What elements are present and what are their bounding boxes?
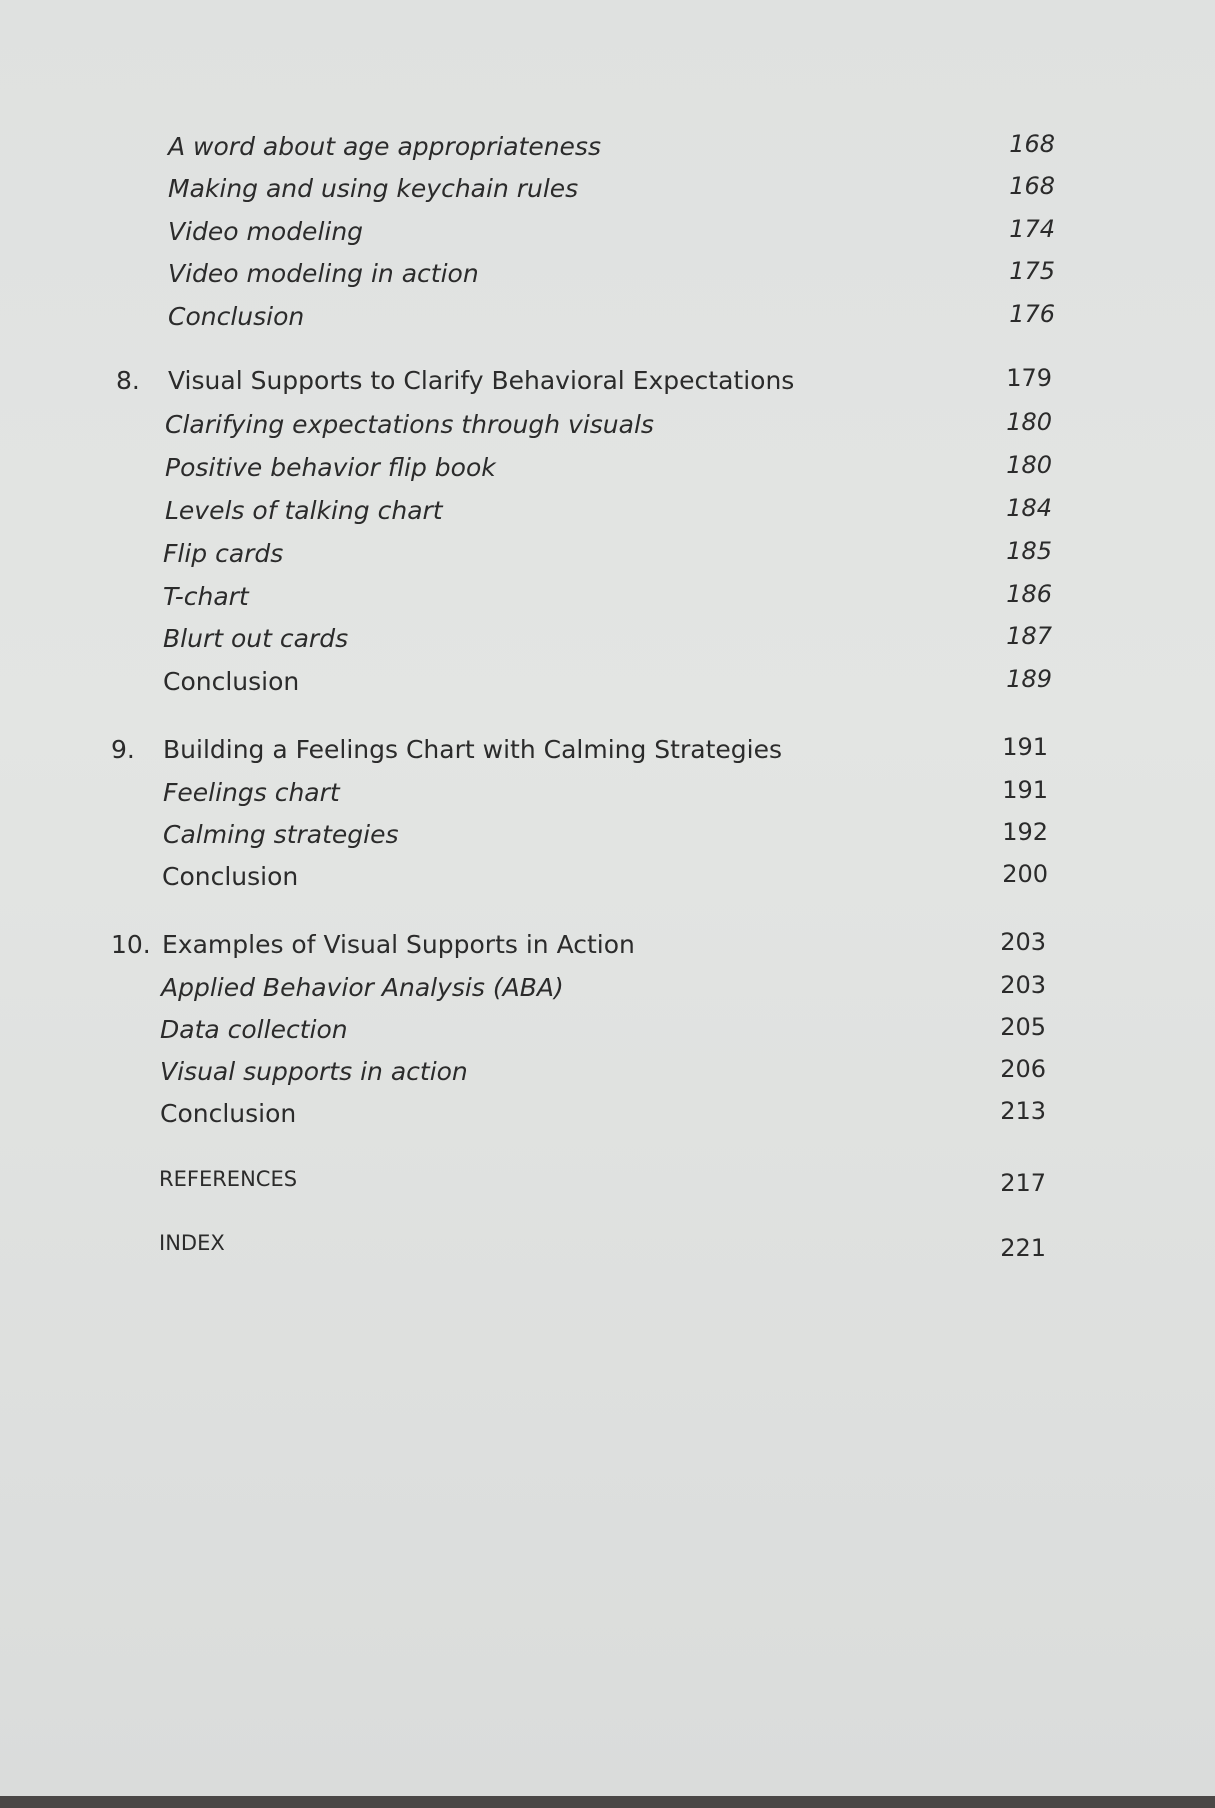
toc-entry-page: 200 bbox=[1002, 860, 1048, 888]
toc-entry-title: Conclusion bbox=[162, 862, 299, 891]
toc-entry bbox=[0, 408, 1215, 444]
toc-entry bbox=[0, 622, 1215, 658]
toc-entry-title: Levels of talking chart bbox=[165, 496, 443, 525]
toc-entry-page: 180 bbox=[1006, 408, 1052, 436]
toc-entry-title: Feelings chart bbox=[163, 778, 340, 807]
chapter-page: 191 bbox=[1002, 733, 1048, 761]
toc-entry-title: A word about age appropriateness bbox=[168, 132, 601, 161]
toc-entry-page: 186 bbox=[1006, 580, 1052, 608]
toc-entry-title: Blurt out cards bbox=[163, 624, 349, 653]
toc-entry bbox=[0, 665, 1215, 701]
toc-entry bbox=[0, 130, 1215, 166]
toc-entry-page: 168 bbox=[1009, 172, 1055, 200]
toc-entry-page: 180 bbox=[1006, 451, 1052, 479]
toc-entry-title: Making and using keychain rules bbox=[168, 174, 579, 203]
toc-entry-title: T-chart bbox=[163, 582, 249, 611]
toc-entry bbox=[0, 1055, 1215, 1091]
chapter-page: 203 bbox=[1000, 928, 1046, 956]
toc-entry-title: Data collection bbox=[160, 1015, 348, 1044]
toc-entry-title: Applied Behavior Analysis (ABA) bbox=[161, 973, 564, 1002]
toc-entry-page: 189 bbox=[1006, 665, 1052, 693]
chapter-heading bbox=[0, 733, 1215, 769]
toc-entry-title: Conclusion bbox=[160, 1099, 297, 1128]
toc-entry bbox=[0, 1013, 1215, 1049]
chapter-title: Building a Feelings Chart with Calming Strategies bbox=[163, 735, 782, 764]
index-label: INDEX bbox=[159, 1231, 225, 1255]
chapter-title: Visual Supports to Clarify Behavioral Expectations bbox=[168, 366, 795, 395]
index-entry bbox=[0, 1227, 1215, 1263]
toc-entry bbox=[0, 451, 1215, 487]
toc-entry-page: 184 bbox=[1006, 494, 1052, 522]
chapter-heading bbox=[0, 364, 1215, 400]
toc-entry-page: 191 bbox=[1002, 776, 1048, 804]
chapter-page: 179 bbox=[1006, 364, 1052, 392]
toc-entry bbox=[0, 580, 1215, 616]
chapter-number: 10. bbox=[111, 930, 151, 959]
toc-entry-page: 176 bbox=[1009, 300, 1055, 328]
toc-entry bbox=[0, 300, 1215, 336]
toc-entry-page: 168 bbox=[1009, 130, 1055, 158]
toc-entry bbox=[0, 818, 1215, 854]
toc-entry-page: 174 bbox=[1009, 215, 1055, 243]
toc-entry-title: Calming strategies bbox=[163, 820, 399, 849]
toc-entry bbox=[0, 860, 1215, 896]
toc-entry-title: Conclusion bbox=[168, 302, 305, 331]
toc-entry-title: Flip cards bbox=[163, 539, 284, 568]
toc-entry bbox=[0, 1097, 1215, 1133]
references-page: 217 bbox=[1000, 1169, 1046, 1197]
toc-entry-page: 213 bbox=[1000, 1097, 1046, 1125]
toc-entry-title: Visual supports in action bbox=[160, 1057, 468, 1086]
toc-entry-title: Conclusion bbox=[163, 667, 300, 696]
toc-entry bbox=[0, 172, 1215, 208]
toc-entry bbox=[0, 215, 1215, 251]
toc-entry-title: Video modeling in action bbox=[168, 259, 479, 288]
chapter-title: Examples of Visual Supports in Action bbox=[162, 930, 635, 959]
index-page: 221 bbox=[1000, 1234, 1046, 1262]
toc-entry-page: 205 bbox=[1000, 1013, 1046, 1041]
toc-entry-page: 187 bbox=[1006, 622, 1052, 650]
toc-entry-page: 185 bbox=[1006, 537, 1052, 565]
toc-entry bbox=[0, 971, 1215, 1007]
toc-entry bbox=[0, 257, 1215, 293]
references-entry bbox=[0, 1163, 1215, 1199]
toc-entry-title: Video modeling bbox=[168, 217, 364, 246]
toc-entry-title: Clarifying expectations through visuals bbox=[165, 410, 654, 439]
toc-entry-page: 175 bbox=[1009, 257, 1055, 285]
toc-entry-page: 203 bbox=[1000, 971, 1046, 999]
toc-entry bbox=[0, 537, 1215, 573]
chapter-number: 9. bbox=[111, 735, 135, 764]
toc-entry-page: 192 bbox=[1002, 818, 1048, 846]
toc-entry bbox=[0, 494, 1215, 530]
page-edge bbox=[0, 1796, 1215, 1808]
chapter-heading bbox=[0, 928, 1215, 964]
chapter-number: 8. bbox=[116, 366, 140, 395]
toc-entry-page: 206 bbox=[1000, 1055, 1046, 1083]
toc-entry bbox=[0, 776, 1215, 812]
toc-entry-title: Positive behavior flip book bbox=[165, 453, 496, 482]
references-label: REFERENCES bbox=[159, 1167, 298, 1191]
